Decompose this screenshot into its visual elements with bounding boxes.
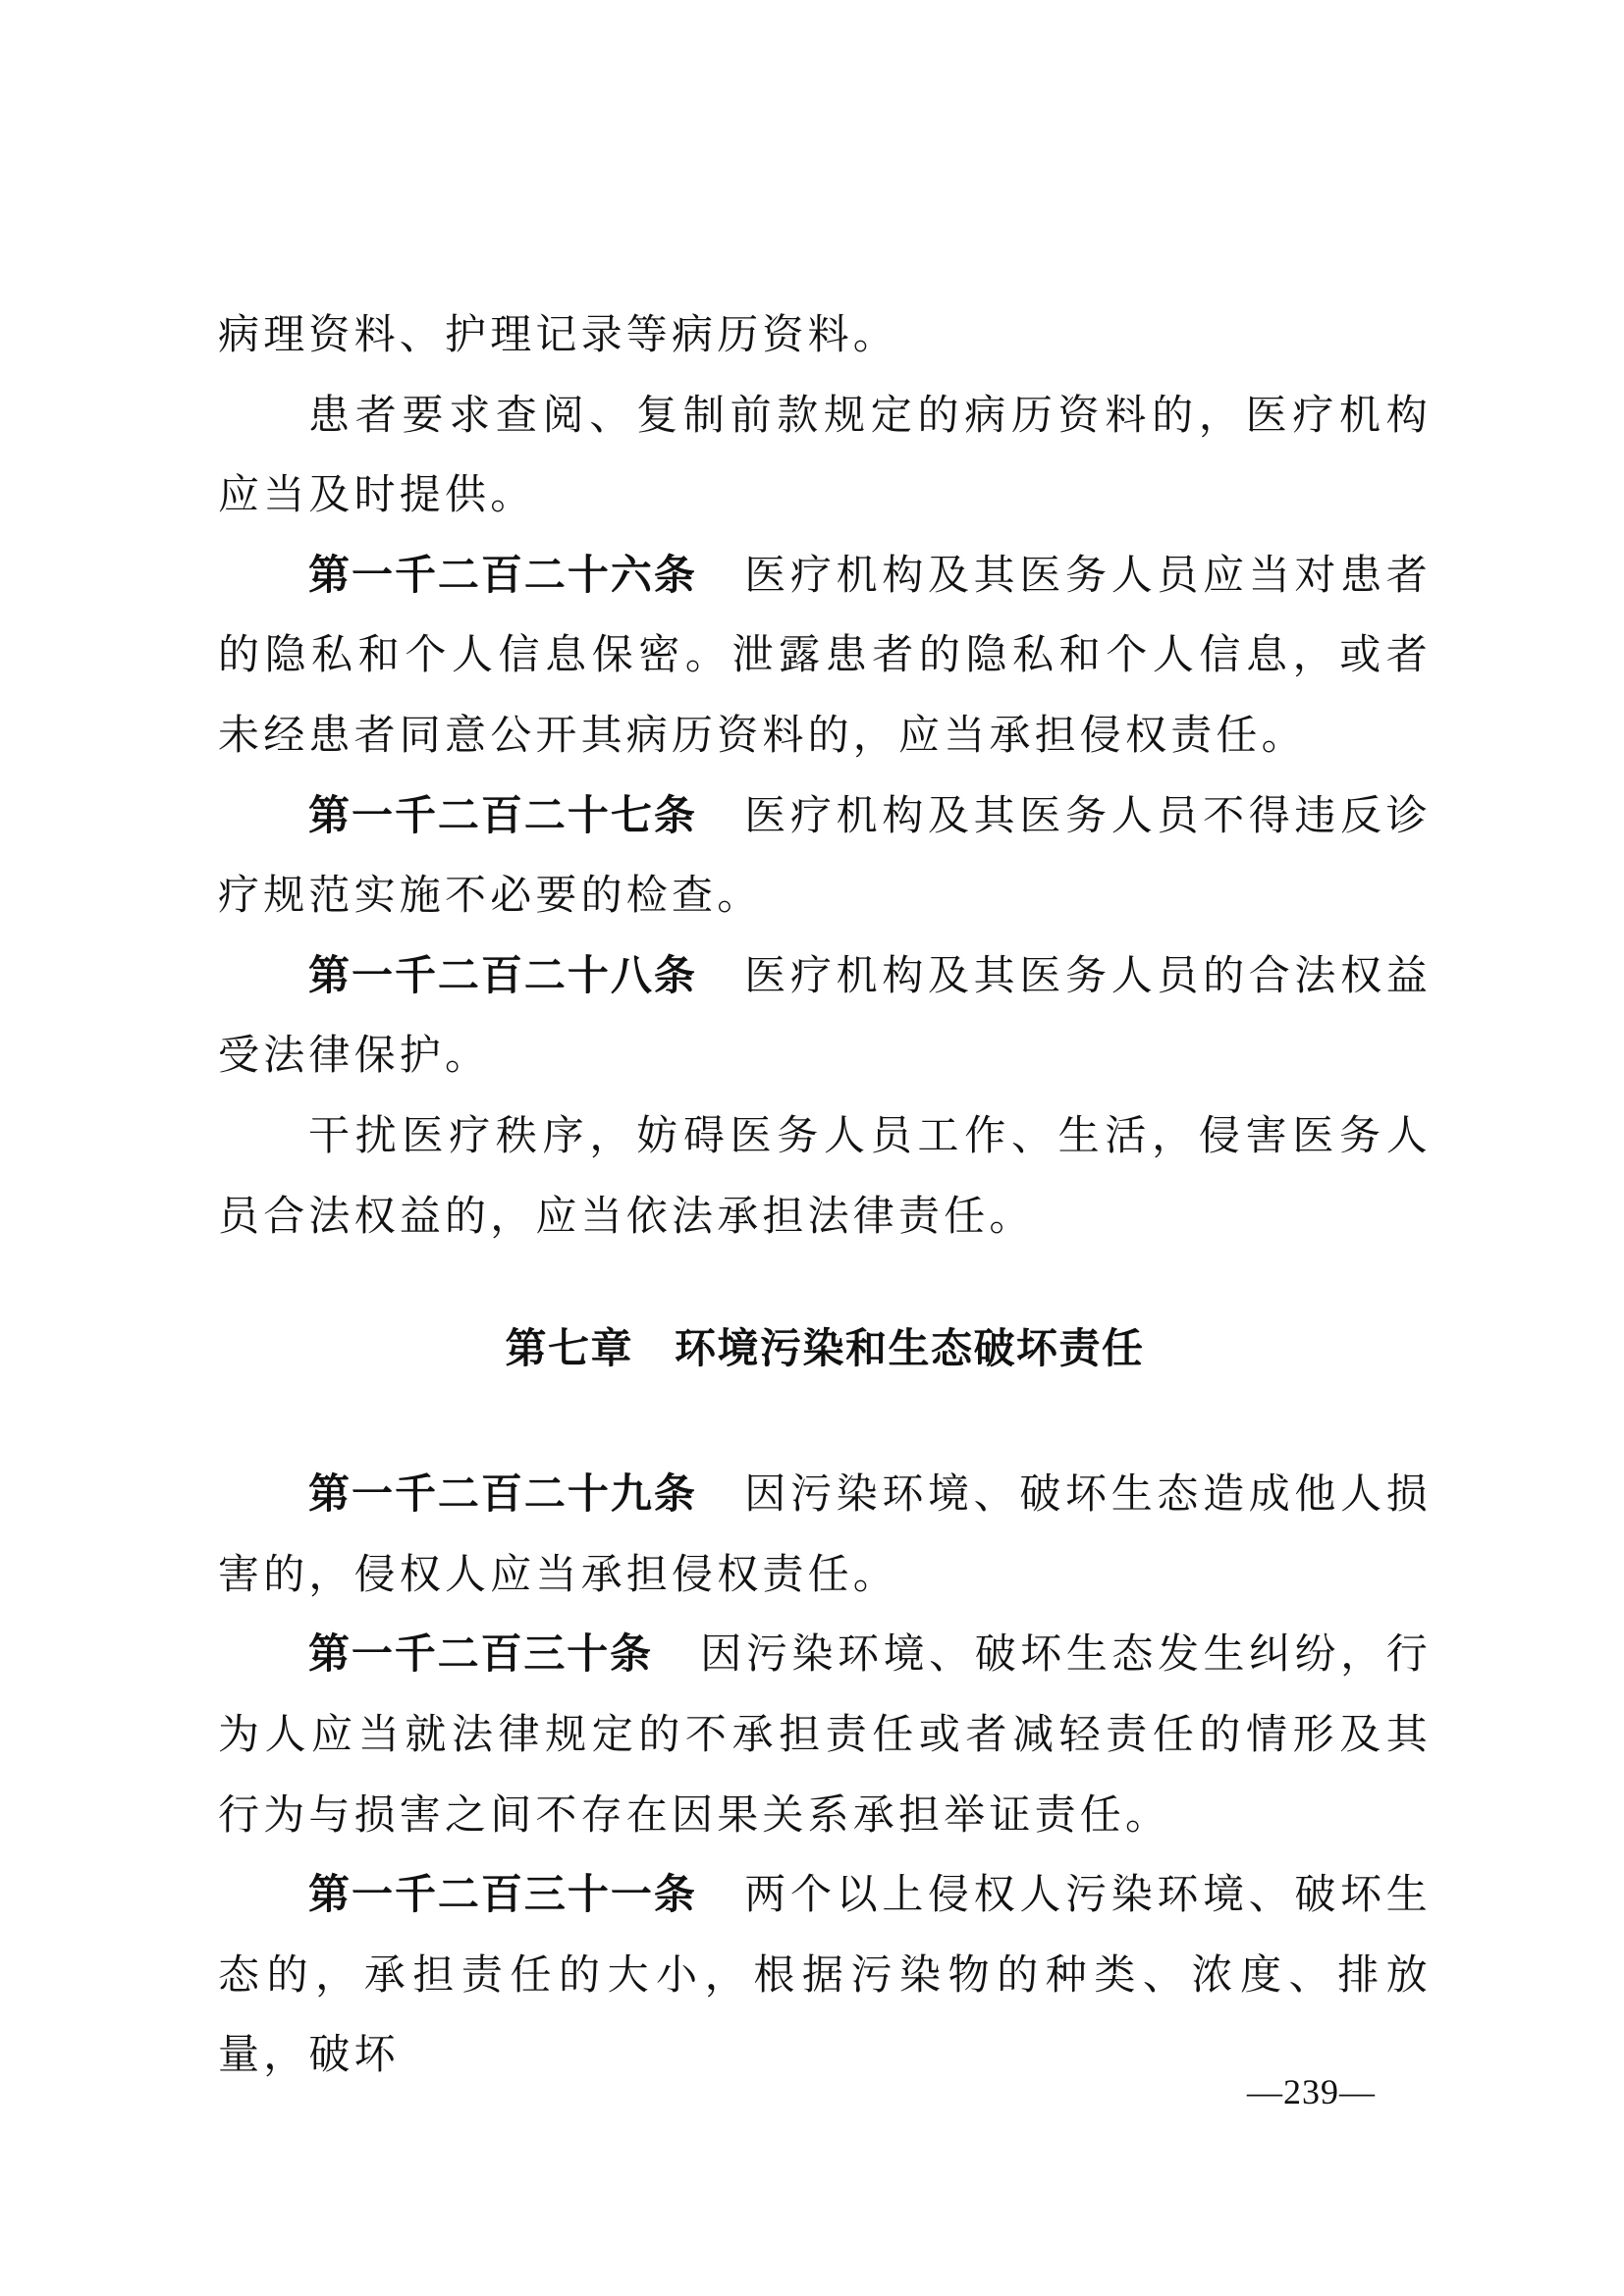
- document-body: [218, 294, 1432, 2095]
- article-1226: [218, 535, 1432, 775]
- article-label: 第一千二百二十九条: [308, 1469, 697, 1519]
- article-label: 第一千二百三十一条: [308, 1870, 697, 1919]
- article-text: 两个以上侵权人污染环境、破坏生态的，承担责任的大小，根据污染物的种类、浓度、排放量，破坏: [218, 1870, 1432, 2079]
- article-text: 因污染环境、破坏生态造成他人损害的，侵权人应当承担侵权责任。: [218, 1469, 1432, 1598]
- article-text: 医疗机构及其医务人员的合法权益受法律保护。: [218, 950, 1432, 1080]
- chapter-heading: [218, 1316, 1432, 1375]
- chapter-number: 第七章: [505, 1324, 633, 1373]
- article-label: 第一千二百二十八条: [308, 950, 697, 999]
- document-page: [218, 0, 1432, 2296]
- article-label: 第一千二百三十条: [308, 1629, 653, 1679]
- article-1230: [218, 1614, 1432, 1854]
- article-text: 医疗机构及其医务人员不得违反诊疗规范实施不必要的检查。: [218, 790, 1432, 920]
- article-1228: [218, 935, 1432, 1095]
- paragraph-continuation: 病理资料、护理记录等病历资料。: [218, 310, 899, 358]
- page-number: —239—: [1247, 2072, 1376, 2111]
- article-1229: [218, 1454, 1432, 1614]
- article-text: 因污染环境、破坏生态发生纠纷，行为人应当就法律规定的不承担责任或者减轻责任的情形及其行为与损害之间不存在因果关系承担举证责任。: [218, 1629, 1432, 1839]
- paragraph-clause: 干扰医疗秩序，妨碍医务人员工作、生活，侵害医务人员合法权益的，应当依法承担法律责任。: [218, 1110, 1432, 1240]
- paragraph-clause: 患者要求查阅、复制前款规定的病历资料的，医疗机构应当及时提供。: [218, 390, 1432, 519]
- article-label: 第一千二百二十七条: [308, 790, 697, 839]
- chapter-title: 环境污染和生态破坏责任: [675, 1324, 1145, 1373]
- article-text: 医疗机构及其医务人员应当对患者的隐私和个人信息保密。泄露患者的隐私和个人信息，或者未经患者同意公开其病历资料的，应当承担侵权责任。: [218, 550, 1432, 759]
- article-1231: [218, 1854, 1432, 2095]
- article-1227: [218, 775, 1432, 935]
- article-label: 第一千二百二十六条: [308, 550, 697, 599]
